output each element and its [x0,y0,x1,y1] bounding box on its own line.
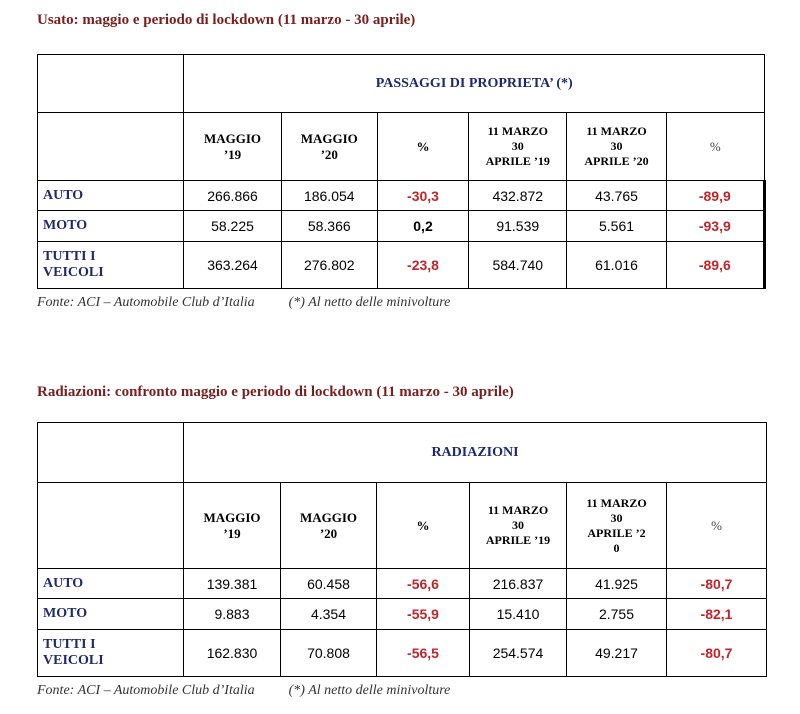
table-header: PASSAGGI DI PROPRIETA’ (*) [184,55,765,113]
cell-may-19: 139.381 [184,569,281,599]
cell-may-19: 363.264 [184,242,281,289]
cell-lockdown-19: 432.872 [469,181,567,211]
source-text: Fonte: ACI – Automobile Club d’Italia [37,295,255,310]
table-row [38,599,767,630]
cell-may-19: 162.830 [184,630,281,677]
cell-lockdown-19: 254.574 [470,630,567,677]
cell-lockdown-20: 5.561 [567,211,666,242]
ownership-transfers-table [37,54,766,289]
table-row [38,242,765,289]
column-header: 11 MARZO 30 APRILE ’2 0 [567,483,667,569]
cell-pct-may: -56,5 [377,630,470,677]
note-text: (*) Al netto delle minivolture [288,683,451,698]
cell-lockdown-19: 91.539 [469,211,567,242]
cell-lockdown-20: 49.217 [567,630,667,677]
column-header: % [667,483,767,569]
column-header: % [377,113,468,181]
column-header: 11 MARZO 30 APRILE ’19 [469,113,567,181]
table-2-footnote [37,683,450,699]
cell-may-20: 58.366 [281,211,377,242]
cell-may-20: 276.802 [281,242,377,289]
row-label: AUTO [38,569,184,599]
row-label: TUTTI I VEICOLI [38,242,184,289]
corner-cell [38,55,184,113]
table-header: RADIAZIONI [184,423,767,483]
table-row [38,630,767,677]
column-header: % [666,113,764,181]
cell-pct-lockdown: -89,9 [666,181,764,211]
column-header: MAGGIO ’19 [184,483,281,569]
column-header: MAGGIO ’19 [184,113,281,181]
column-header: MAGGIO ’20 [281,113,377,181]
table-1-title: Usato: maggio e periodo di lockdown (11 marzo - 30 aprile) [37,12,416,28]
table-2-title: Radiazioni: confronto maggio e periodo di lockdown (11 marzo - 30 aprile) [37,384,514,400]
corner-cell [38,483,184,569]
deregistrations-table [37,422,767,677]
column-header: 11 MARZO 30 APRILE ’19 [470,483,567,569]
table-row [38,569,767,599]
cell-lockdown-20: 61.016 [567,242,666,289]
cell-pct-lockdown: -93,9 [666,211,764,242]
cell-pct-may: -56,6 [377,569,470,599]
cell-lockdown-19: 584.740 [469,242,567,289]
row-label: AUTO [38,181,184,211]
cell-lockdown-20: 41.925 [567,569,667,599]
note-text: (*) Al netto delle minivolture [288,295,451,310]
row-label: MOTO [38,599,184,630]
cell-pct-may: -55,9 [377,599,470,630]
cell-may-20: 60.458 [281,569,377,599]
cell-lockdown-19: 15.410 [470,599,567,630]
corner-cell [38,113,184,181]
row-label: TUTTI I VEICOLI [38,630,184,677]
cell-lockdown-20: 2.755 [567,599,667,630]
cell-pct-may: 0,2 [377,211,468,242]
table-1-footnote [37,295,450,311]
row-label: MOTO [38,211,184,242]
source-text: Fonte: ACI – Automobile Club d’Italia [37,683,255,698]
cell-pct-lockdown: -80,7 [667,569,767,599]
table-row [38,181,765,211]
cell-may-20: 4.354 [281,599,377,630]
column-header: MAGGIO ’20 [281,483,377,569]
cell-may-20: 186.054 [281,181,377,211]
column-header: % [377,483,470,569]
cell-lockdown-19: 216.837 [470,569,567,599]
cell-pct-lockdown: -89,6 [666,242,764,289]
cell-may-19: 58.225 [184,211,281,242]
cell-pct-lockdown: -80,7 [667,630,767,677]
cell-may-19: 9.883 [184,599,281,630]
column-header: 11 MARZO 30 APRILE ’20 [567,113,666,181]
cell-pct-may: -30,3 [377,181,468,211]
cell-lockdown-20: 43.765 [567,181,666,211]
cell-may-19: 266.866 [184,181,281,211]
corner-cell [38,423,184,483]
cell-may-20: 70.808 [281,630,377,677]
cell-pct-lockdown: -82,1 [667,599,767,630]
table-row [38,211,765,242]
cell-pct-may: -23,8 [377,242,468,289]
